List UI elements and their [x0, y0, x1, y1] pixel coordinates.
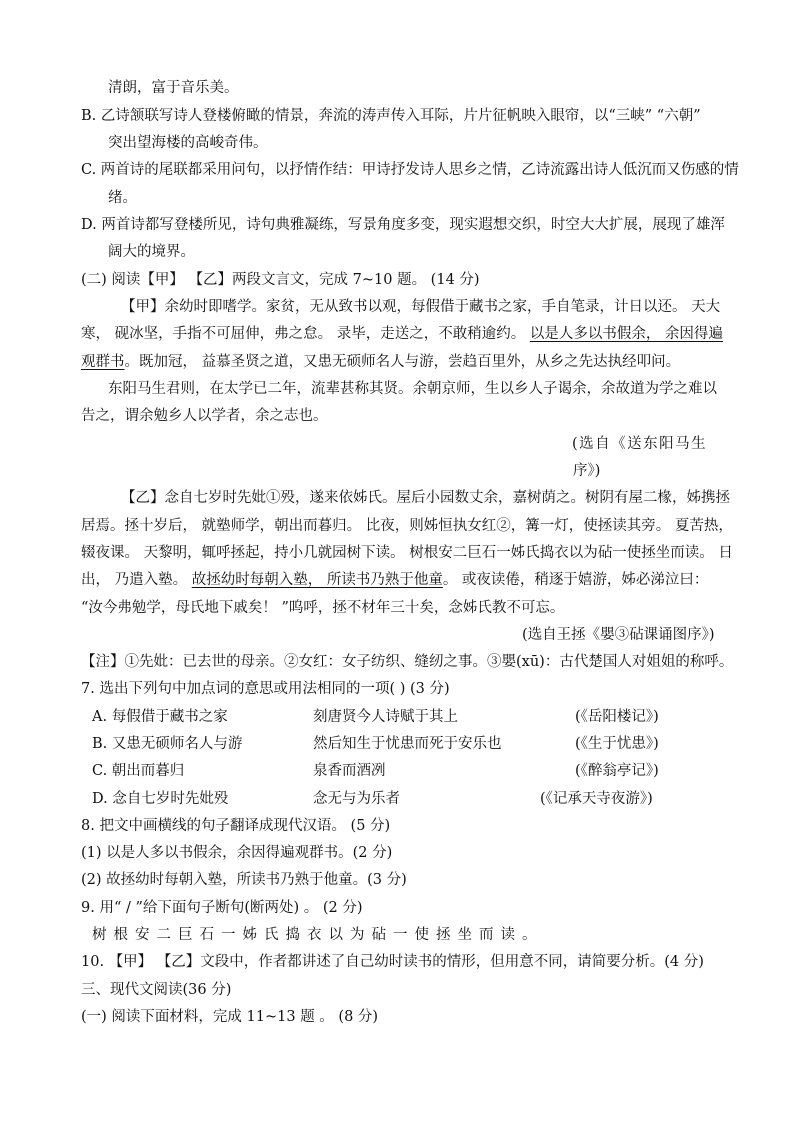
option-c-right: 泉香而酒冽	[313, 763, 386, 779]
text-line: 绪。	[108, 190, 137, 206]
annotation-note: 【注】①先妣：已去世的母亲。②女红：女子纺织、缝纫之事。③嬰(xū)：古代楚国人对姐姐的称呼。	[81, 654, 734, 670]
option-b-left: B. 又患无硕师名人与游	[92, 736, 243, 752]
option-c-line: C. 两首诗的尾联都采用问句，以抒情作结：甲诗抒发诗人思乡之情，乙诗流露出诗人低沉而又伤感的情	[81, 162, 739, 178]
question-8: 8. 把文中画横线的句子翻译成现代汉语。 (5 分)	[81, 818, 391, 834]
underlined-sentence: 以是人多以书假余， 余因得遍	[529, 326, 723, 342]
source-citation: (选自《送东阳马生	[572, 436, 708, 452]
option-b-line: B. 乙诗颔联写诗人登楼俯瞰的情景，奔流的涛声传入耳际，片片征帆映入眼帘，以“三峡” “六朝”	[81, 108, 701, 124]
text-span: 寒， 砚冰坚，手指不可屈伸，弗之怠。 录毕，走送之，不敢稍逾约。	[81, 326, 530, 342]
question-9: 9. 用“ / ”给下面句子断句(断两处) 。 (2 分)	[81, 900, 363, 916]
option-d-line: D. 两首诗都写登楼所见，诗句典雅凝练，写景角度多变，现实遐想交织，时空大大扩展，展现了雄浑	[81, 217, 725, 233]
option-b-right: 然后知生于忧患而死于安乐也	[313, 736, 502, 752]
question-10: 10. 【甲】 【乙】文段中，作者都讲述了自己幼时读书的情形，但用意不同，请简要分析。(4 分)	[81, 954, 704, 970]
text-span: 。 或夜读倦，稍逐于嬉游，姊必涕泣曰：	[442, 572, 709, 588]
passage-jia-line: 【甲】余幼时即嗜学。家贫，无从致书以观，每假借于藏书之家，手自笔录，计日以还。 天大	[121, 299, 721, 315]
option-d-left: D. 念自七岁时先妣殁	[92, 791, 229, 807]
section-heading: 三、现代文阅读(36 分)	[81, 982, 232, 998]
text-line: 阔大的境界。	[108, 244, 195, 260]
option-c-source: (《醉翁亭记》)	[575, 763, 659, 779]
option-d-source: (《记承天寺夜游》)	[540, 791, 653, 807]
passage-yi-line: 居焉。拯十岁后， 就塾师学，朝出而暮归。 比夜，则姊恒执女红②，篝一灯，使拯读其旁。 夏苦热，	[81, 518, 733, 534]
option-a-left: A. 每假借于藏书之家	[92, 709, 228, 725]
passage-yi-line: 【乙】念自七岁时先妣①殁，遂来依姊氏。屋后小园数丈余，嘉树荫之。树阴有屋二椽，姊携拯	[121, 490, 730, 506]
option-c-left: C. 朝出而暮归	[92, 763, 185, 779]
passage-jia-line	[81, 324, 723, 344]
text-line: 突出望海楼的高峻奇伟。	[108, 135, 268, 151]
underlined-sentence: 故拯幼时每朝入塾， 所读书乃熟于他童	[191, 572, 443, 588]
passage-yi-line: “汝今弗勉学，母氏地下戚矣！ ”呜呼，拯不材年三十矣，念姊氏教不可忘。	[81, 600, 565, 616]
passage-yi-line	[81, 570, 708, 590]
option-a-right: 刻唐贤今人诗赋于其上	[313, 709, 458, 725]
source-citation: (选自王拯《嬰③砧课诵图序》)	[522, 627, 715, 643]
question-8-part-1: (1) 以是人多以书假余，余因得遍观群书。(2 分)	[81, 845, 393, 861]
passage-jia-line: 东阳马生君则，在太学已二年，流辈甚称其贤。余朝京师，生以乡人子谒余，余故道为学之难以	[108, 381, 717, 397]
passage-yi-line: 辍夜课。 天黎明，辄呼拯起，持小几就园树下读。 树根安二巨石一姊氏捣衣以为砧一使拯坐而读。 日	[81, 545, 733, 561]
option-b-source: (《生于忧患》)	[575, 736, 659, 752]
text-line: 清朗，富于音乐美。	[108, 80, 239, 96]
source-citation: 序》)	[573, 463, 601, 479]
option-a-source: (《岳阳楼记》)	[575, 709, 659, 725]
text-span: 出， 乃遣入塾。	[81, 572, 192, 588]
sentence-to-punctuate: 树根安二巨石一姊氏捣衣以为砧一使拯坐而读。	[92, 927, 544, 943]
text-span: 。既加冠， 益慕圣贤之道，又患无硕师名人与游，尝趋百里外，从乡之先达执经叩问。	[124, 354, 681, 370]
underlined-sentence: 观群书	[81, 354, 125, 370]
passage-jia-line: 告之，谓余勉乡人以学者，余之志也。	[81, 408, 328, 424]
option-d-right: 念无与为乐者	[313, 791, 400, 807]
question-8-part-2: (2) 故拯幼时每朝入塾，所读书乃熟于他童。(3 分)	[81, 872, 407, 888]
section-heading: (二) 阅读【甲】 【乙】两段文言文，完成 7~10 题。 (14 分)	[81, 272, 480, 288]
section-heading: (一) 阅读下面材料，完成 11~13 题 。 (8 分)	[81, 1009, 379, 1025]
question-7: 7. 选出下列句中加点词的意思或用法相同的一项( ) (3 分)	[81, 681, 450, 697]
passage-jia-line	[81, 352, 680, 372]
